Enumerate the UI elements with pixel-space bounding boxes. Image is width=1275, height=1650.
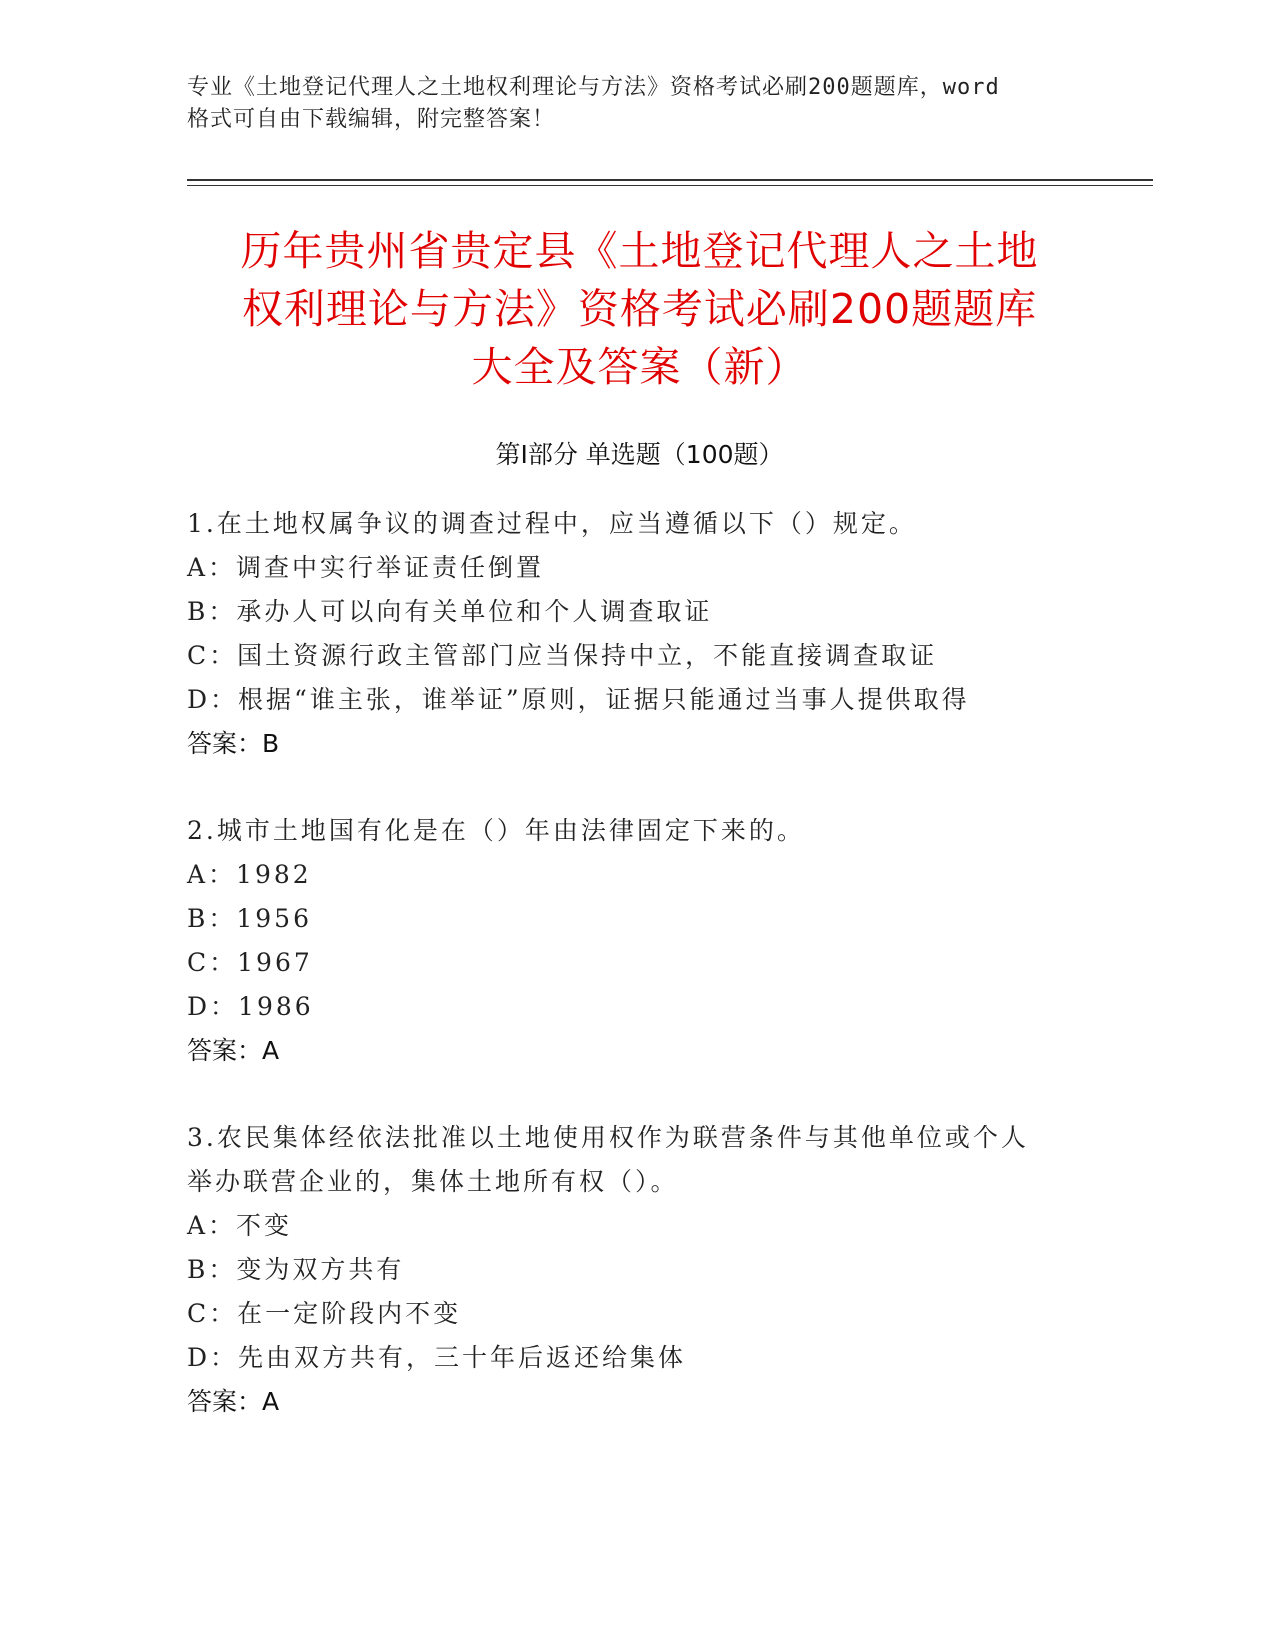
question-2-option-d: D：1986 [187,992,314,1021]
title-line-1: 历年贵州省贵定县《土地登记代理人之土地 [240,227,1039,275]
title-line-3: 大全及答案（新） [471,343,808,391]
question-1-option-a: A：调查中实行举证责任倒置 [187,553,545,582]
question-3-option-a: A：不变 [187,1211,293,1240]
question-1-answer: 答案：B [187,729,280,758]
question-2-stem: 2.城市土地国有化是在（）年由法律固定下来的。 [187,816,805,845]
title-line-2: 权利理论与方法》资格考试必刷200题题库 [241,285,1038,333]
question-3-option-d: D：先由双方共有，三十年后返还给集体 [187,1343,687,1372]
question-3-stem-line-1: 3.农民集体经依法批准以土地使用权作为联营条件与其他单位或个人 [187,1123,1029,1152]
header-divider-thin [187,185,1153,186]
question-2-answer: 答案：A [187,1036,280,1065]
question-2-option-c: C：1967 [187,948,313,977]
header-divider [187,179,1153,181]
header-note-line-2: 格式可自由下载编辑，附完整答案！ [187,107,556,132]
question-1-stem: 1.在土地权属争议的调查过程中，应当遵循以下（）规定。 [187,509,917,538]
question-3-answer: 答案：A [187,1387,280,1416]
header-note-line-1: 专业《土地登记代理人之土地权利理论与方法》资格考试必刷200题题库，word [187,75,1000,100]
question-2-option-b: B：1956 [187,904,312,933]
question-1-option-b: B：承办人可以向有关单位和个人调查取证 [187,597,713,626]
question-1-option-c: C：国土资源行政主管部门应当保持中立，不能直接调查取证 [187,641,938,670]
question-3-option-b: B：变为双方共有 [187,1255,405,1284]
question-1-option-d: D：根据“谁主张，谁举证”原则，证据只能通过当事人提供取得 [187,685,970,714]
question-2-option-a: A：1982 [187,860,312,889]
header-note [187,72,1087,136]
document-title [187,222,1092,396]
question-3-option-c: C：在一定阶段内不变 [187,1299,462,1328]
section-heading: 第Ⅰ部分 单选题（100题） [495,440,784,469]
question-3-stem-line-2: 举办联营企业的，集体土地所有权（）。 [187,1167,679,1196]
